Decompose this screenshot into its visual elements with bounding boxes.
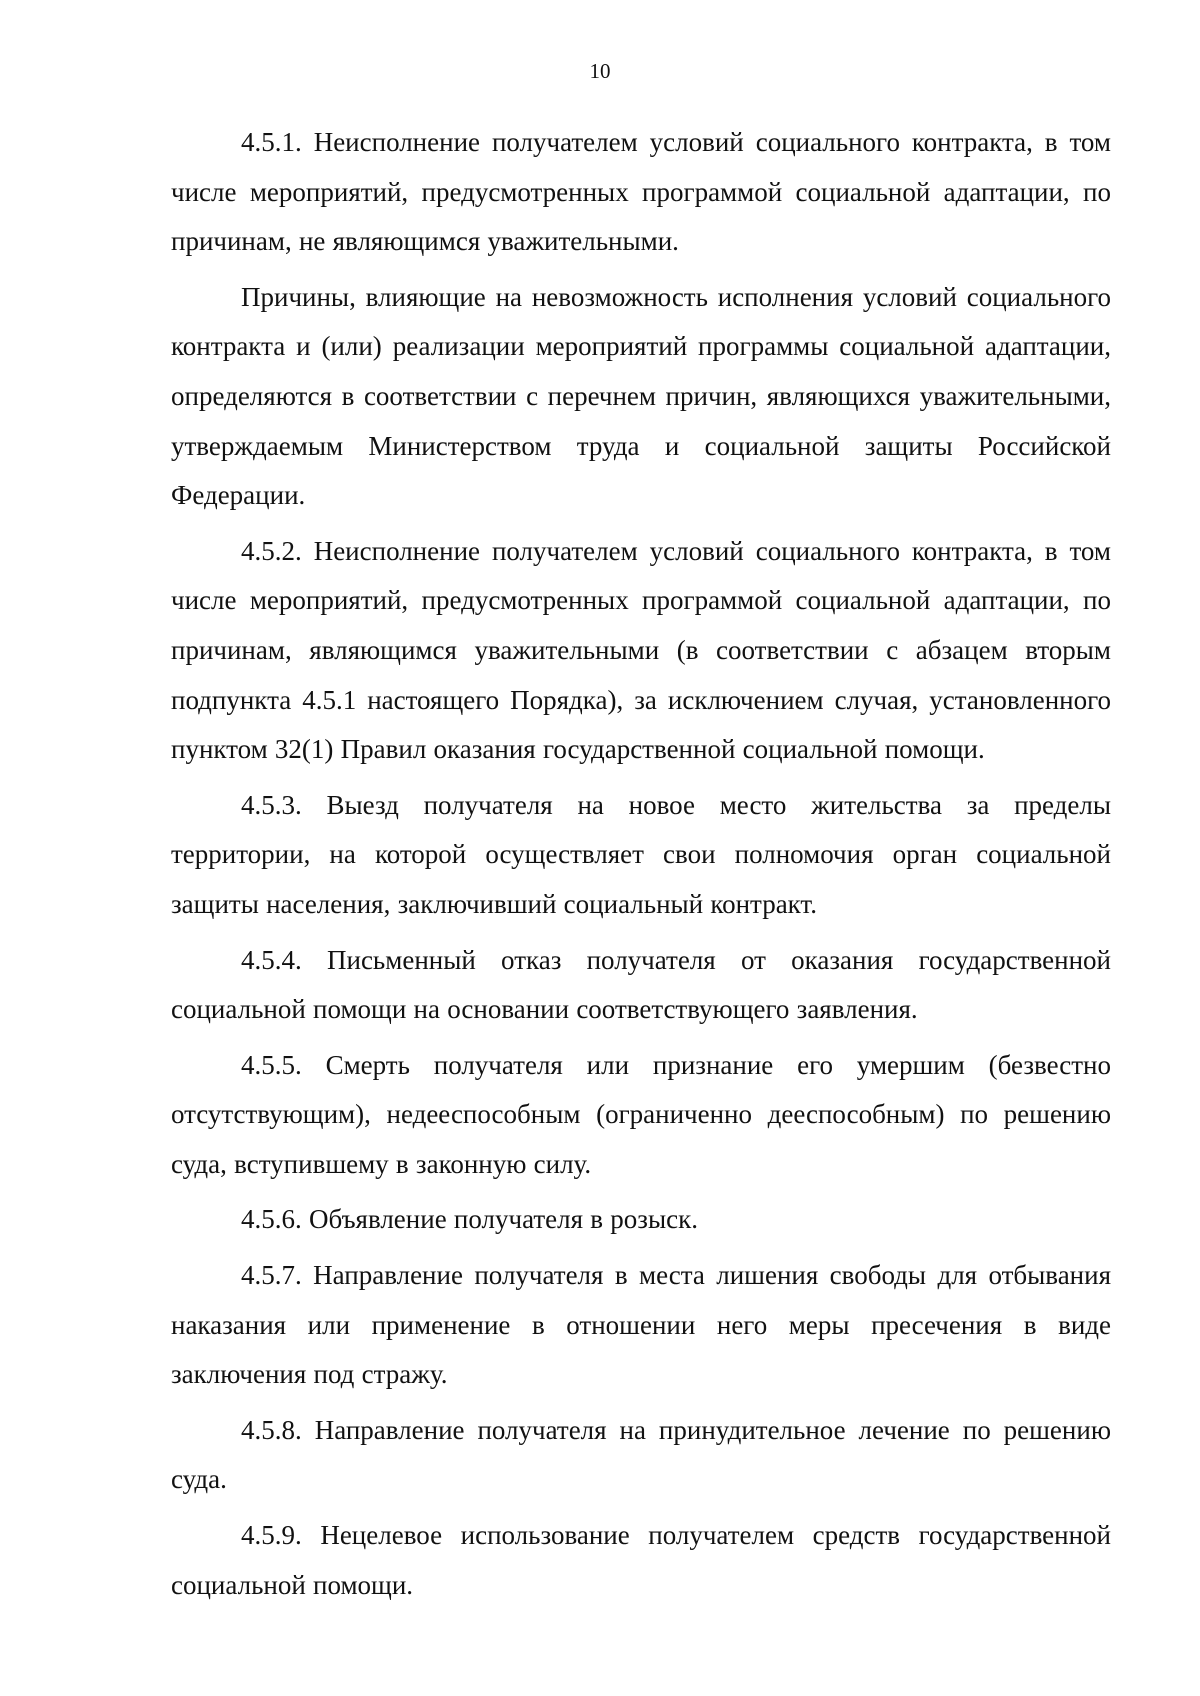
paragraph-4-5-3: 4.5.3. Выезд получателя на новое место жительства за пределы территории, на которой осуществляет свои полномочия орган социальной защиты населения, заключивший социальный контракт. bbox=[171, 789, 1111, 919]
paragraph-4-5-4: 4.5.4. Письменный отказ получателя от оказания государственной социальной помощи на основании соответствующего заявления. bbox=[171, 944, 1111, 1025]
paragraph-4-5-6: 4.5.6. Объявление получателя в розыск. bbox=[241, 1204, 698, 1235]
paragraph-4-5-8: 4.5.8. Направление получателя на принудительное лечение по решению суда. bbox=[171, 1414, 1111, 1495]
paragraph-4-5-7: 4.5.7. Направление получателя в места лишения свободы для отбывания наказания или применение в отношении него меры пресечения в виде заключения под стражу. bbox=[171, 1260, 1111, 1390]
paragraph-4-5-5: 4.5.5. Смерть получателя или признание его умершим (безвестно отсутствующим), недееспособным (ограниченно дееспособным) по решению суда, вступившему в законную силу. bbox=[171, 1049, 1111, 1179]
paragraph-reasons: Причины, влияющие на невозможность исполнения условий социального контракта и (или) реализации мероприятий программы социальной адаптации, определяются в соответствии с перечнем причин, являющихся уважительными, утверждаемым Министерством труда и социальной защиты Российской Федерации. bbox=[171, 281, 1111, 511]
paragraph-4-5-1: 4.5.1. Неисполнение получателем условий социального контракта, в том числе мероприятий, предусмотренных программой социальной адаптации, по причинам, не являющимся уважительными. bbox=[171, 127, 1111, 257]
paragraph-4-5-9: 4.5.9. Нецелевое использование получателем средств государственной социальной помощи. bbox=[171, 1520, 1111, 1600]
document-body bbox=[171, 118, 1111, 1616]
page-number: 10 bbox=[589, 59, 611, 83]
paragraph-4-5-2: 4.5.2. Неисполнение получателем условий социального контракта, в том числе мероприятий, предусмотренных программой социальной адаптации, по причинам, являющимся уважительными (в соответствии с абзацем вторым подпункта 4.5.1 настоящего Порядка), за исключением случая, установленного пунктом 32(1) Правил оказания государственной социальной помощи. bbox=[171, 535, 1111, 765]
